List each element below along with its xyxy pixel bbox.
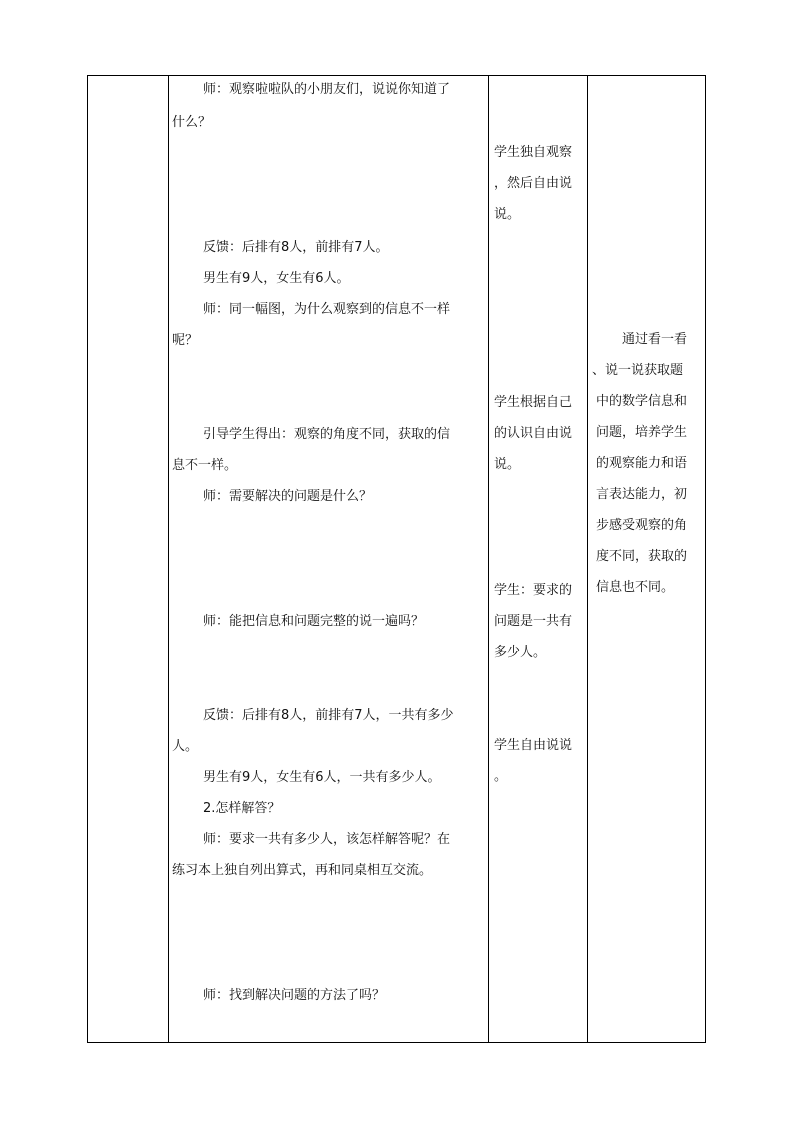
teacher-line: 什么？ — [172, 115, 212, 130]
teacher-line: 反馈：后排有8人，前排有7人，一共有多少 — [203, 708, 454, 723]
purpose-line: 中的数学信息和 — [596, 394, 688, 409]
purpose-line: 信息也不同。 — [596, 580, 675, 595]
student-line: 多少人。 — [494, 645, 547, 660]
student-line: 学生根据自己 — [494, 395, 573, 410]
student-line: 说。 — [494, 207, 521, 222]
student-line: 的认识自由说 — [494, 426, 573, 441]
teacher-line: 反馈：后排有8人，前排有7人。 — [203, 240, 389, 255]
teacher-line: 师：同一幅图，为什么观察到的信息不一样 — [203, 302, 451, 317]
teacher-line: 男生有9人，女生有6人，一共有多少人。 — [203, 770, 441, 785]
teacher-line: 人。 — [172, 739, 199, 754]
purpose-line: 通过看一看 — [622, 332, 688, 347]
teacher-line: 师：需要解决的问题是什么？ — [203, 489, 373, 504]
purpose-line: 言表达能力，初 — [596, 487, 688, 502]
teacher-line: 呢？ — [172, 333, 199, 348]
student-line: 问题是一共有 — [494, 614, 573, 629]
teacher-line: 2.怎样解答？ — [203, 801, 281, 816]
column-divider — [587, 76, 588, 1042]
purpose-line: 问题，培养学生 — [596, 425, 688, 440]
student-line: ，然后自由说 — [494, 176, 573, 191]
student-line: 学生：要求的 — [494, 583, 573, 598]
teacher-line: 练习本上独自列出算式，再和同桌相互交流。 — [172, 863, 433, 878]
teacher-line: 息不一样。 — [172, 458, 238, 473]
purpose-line: 的观察能力和语 — [596, 456, 688, 471]
purpose-line: 步感受观察的角 — [596, 518, 688, 533]
purpose-line: 、说一说获取题 — [592, 363, 684, 378]
teacher-line: 男生有9人，女生有6人。 — [203, 271, 350, 286]
teacher-line: 师：找到解决问题的方法了吗？ — [203, 988, 386, 1003]
teacher-line: 师：要求一共有多少人，该怎样解答呢？在 — [203, 832, 451, 847]
column-divider — [488, 76, 489, 1042]
teacher-line: 引导学生得出：观察的角度不同，获取的信 — [203, 427, 451, 442]
student-line: 学生自由说说 — [494, 738, 573, 753]
teacher-line: 师：能把信息和问题完整的说一遍吗？ — [203, 614, 425, 629]
student-line: 学生独自观察 — [494, 145, 573, 160]
student-line: 说。 — [494, 457, 521, 472]
student-line: 。 — [494, 769, 508, 784]
purpose-line: 度不同，获取的 — [596, 549, 688, 564]
column-divider — [168, 76, 169, 1042]
teacher-line: 师：观察啦啦队的小朋友们，说说你知道了 — [203, 82, 451, 97]
